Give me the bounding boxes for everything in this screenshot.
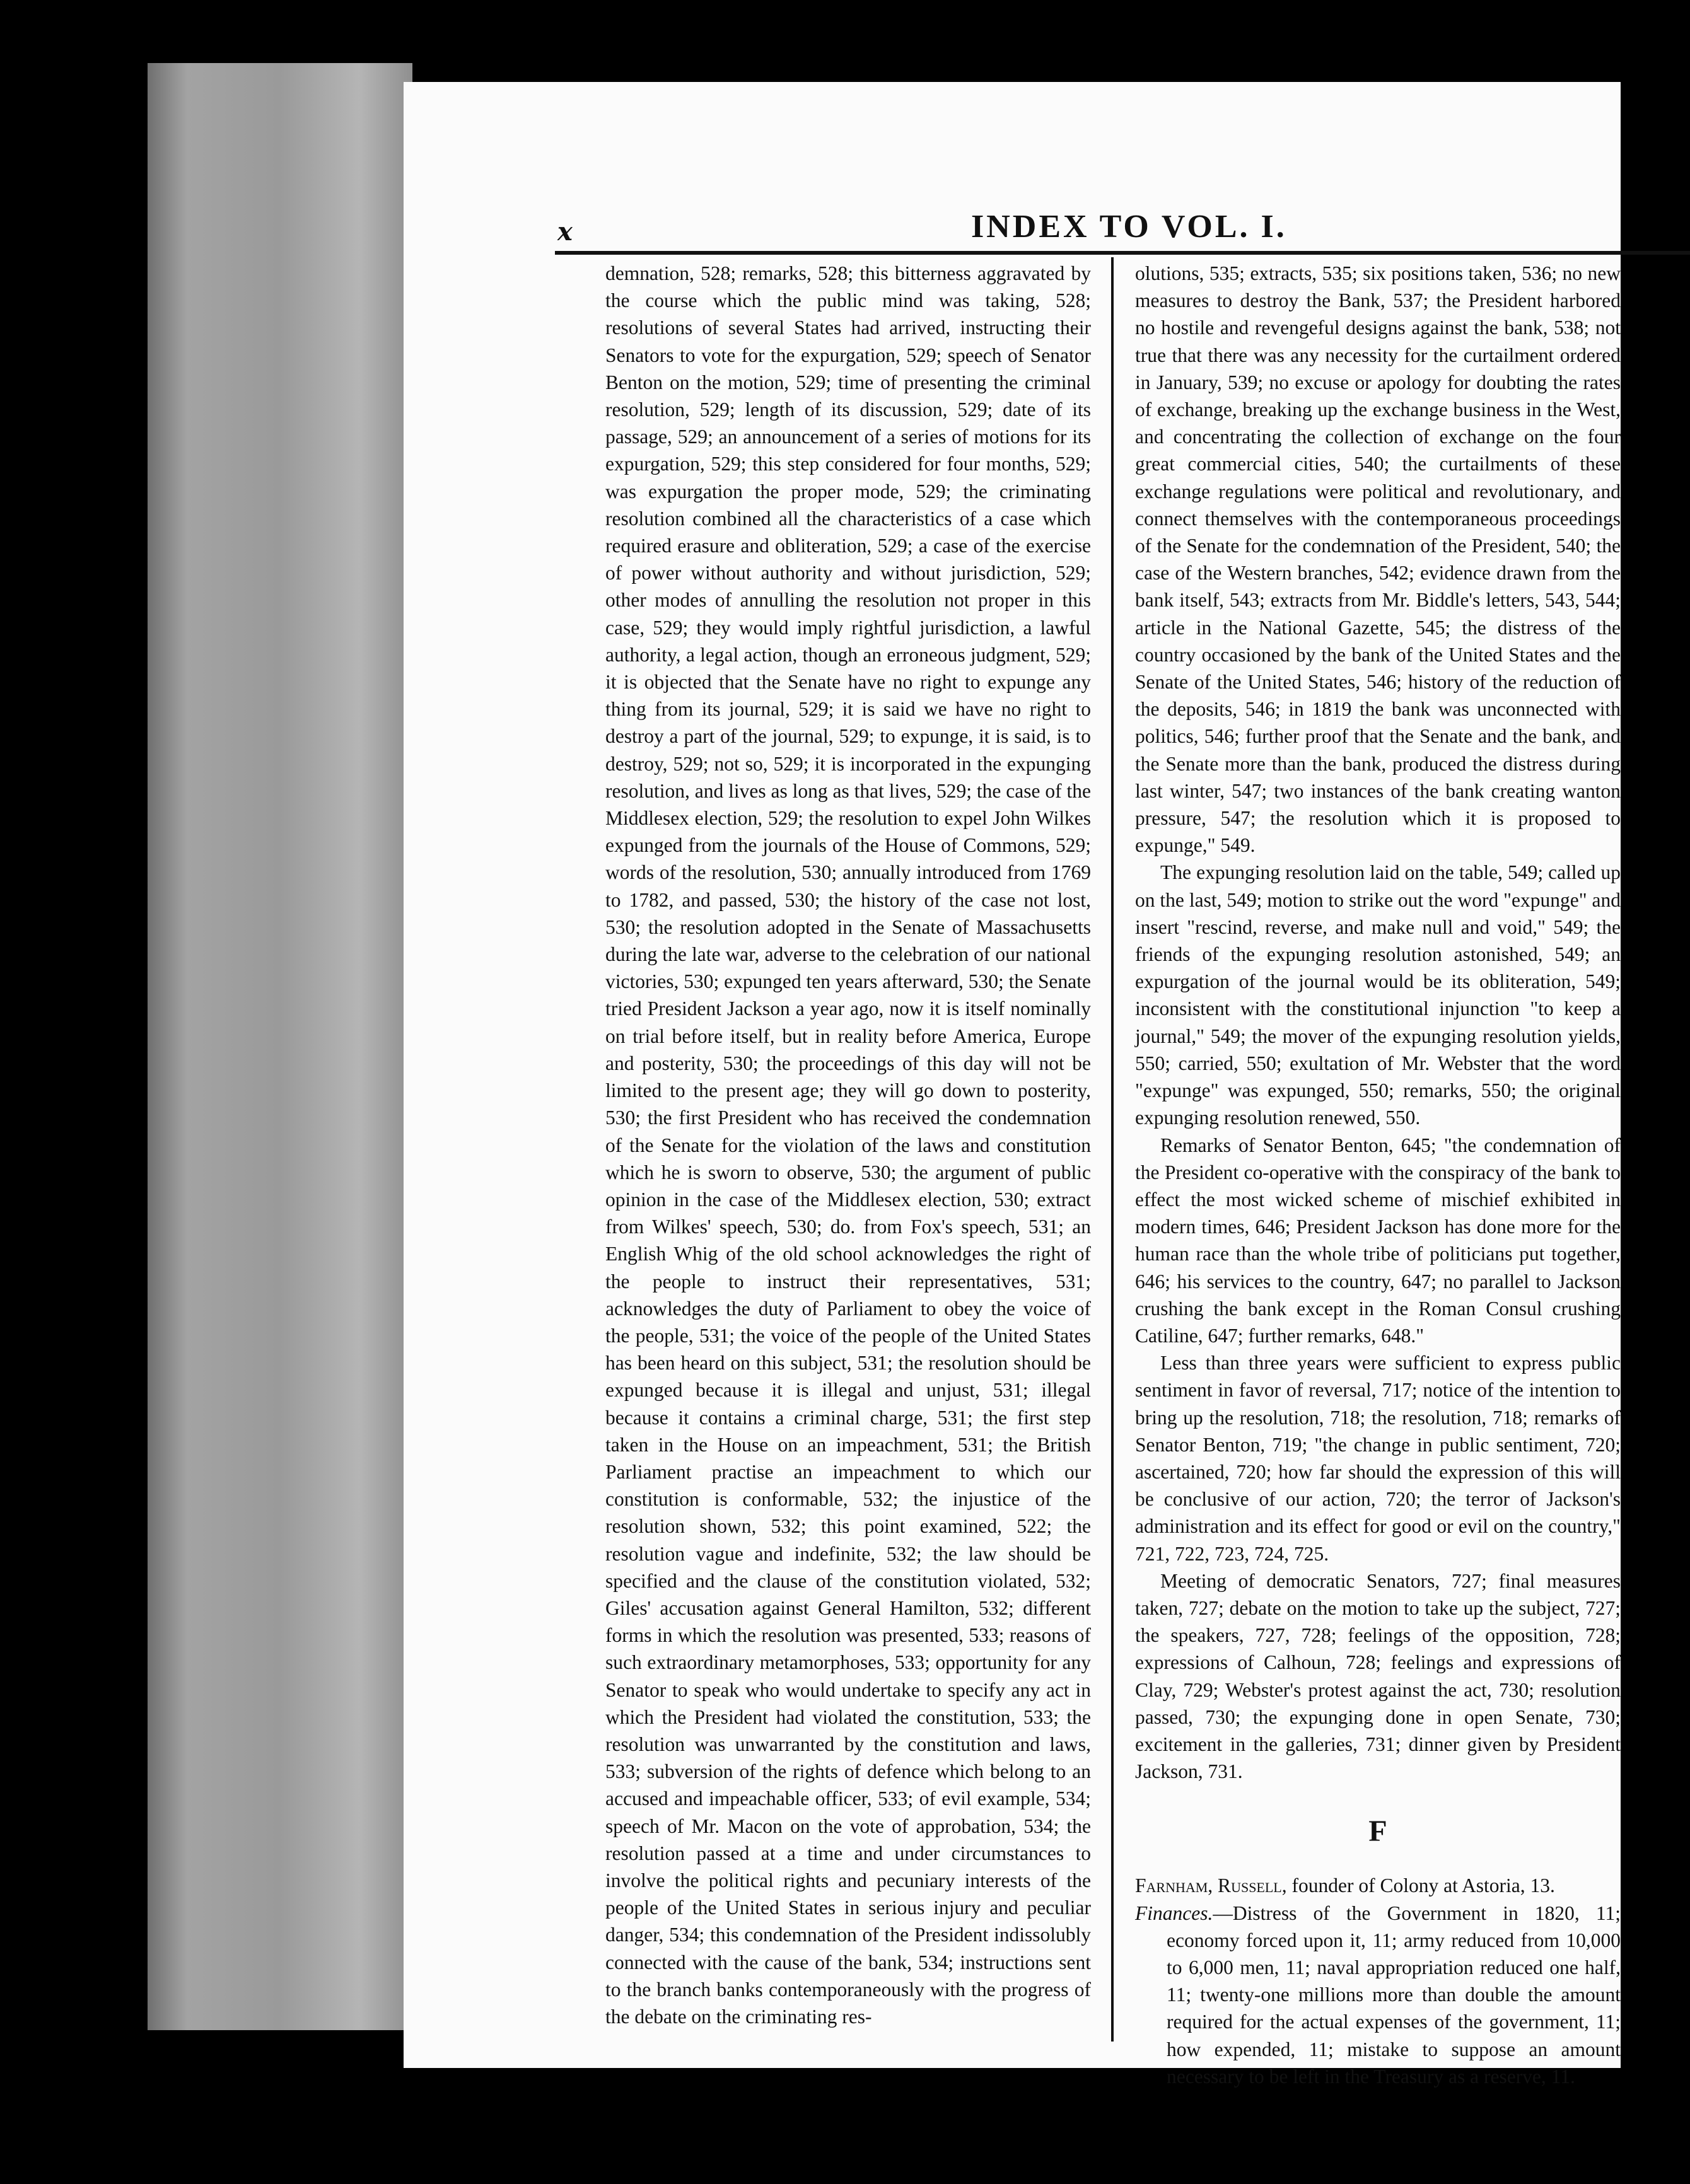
page-number: x	[557, 217, 573, 247]
running-head: INDEX TO VOL. I.	[971, 209, 1287, 245]
index-subentry: Remarks of Senator Benton, 645; "the condemnation of the President co-operative with the conspiracy of the bank to effect the most wicked scheme of mischief exhibited in modern times, 646; President Jackson has done more for the human race than the whole tribe of politicians put together, 646; his services to the country, 647; no parallel to Jackson crushing the bank except in the Roman Consul crushing Catiline, 647; further remarks, 648."	[1135, 1134, 1621, 1347]
index-subentry: The expunging resolution laid on the table, 549; called up on the last, 549; motion to strike out the word "expunge" and insert "rescind, reverse, and make null and void," 549; the friends of the expunging resolution astonished, 549; an expurgation of the journal would be its obliteration, 549; inconsistent with the constitutional injunction "to keep a journal," 549; the mover of the expunging resolution yields, 550; carried, 550; exultation of Mr. Webster that the word "expunge" was expunged, 550; remarks, 550; the original expunging resolution renewed, 550.	[1135, 861, 1621, 1129]
header-rule	[555, 251, 1690, 255]
entry-text: —Distress of the Government in 1820, 11; economy forced upon it, 11; army reduced from 10,000 to 6,000 men, 11; naval appropriation reduced one half, 11; twenty-one millions more than double the amount required for the actual expenses of the government, 11; how expended, 11; mistake to suppose an amount necessary to be left in the Treasury as a reserve, 11.	[1167, 1902, 1621, 2088]
left-column	[605, 260, 1091, 2038]
entry-headword: Farnham, Russell,	[1135, 1874, 1287, 1897]
section-letter: F	[1368, 1815, 1387, 1849]
index-subentry: Meeting of democratic Senators, 727; final measures taken, 727; debate on the motion to take up the subject, 727; the speakers, 727, 728; feelings of the opposition, 728; expressions of Calhoun, 728; feelings and expressions of Clay, 729; Webster's protest against the act, 730; resolution passed, 730; the expunging done in open Senate, 730; excitement in the galleries, 731; dinner given by President Jackson, 731.	[1135, 1569, 1621, 1783]
index-subentry: Less than three years were sufficient to express public sentiment in favor of reversal, 717; notice of the intention to bring up the resolution, 718; the resolution, 718; remarks of Senator Benton, 719; "the change in public sentiment, 720; ascertained, 720; how far should the expression of this will be conclusive of our action, 720; the terror of Jackson's administration and its effect for good or evil on the country," 721, 722, 723, 724, 725.	[1135, 1352, 1621, 1565]
index-entry-continuation: olutions, 535; extracts, 535; six positions taken, 536; no new measures to destroy the Bank, 537; the President harbored no hostile and revengeful designs against the bank, 538; not true that there was any necessity for the curtailment ordered in January, 539; no excuse or apology for doubting the rates of exchange, breaking up the exchange business in the West, and concentrating the collection of exchange on the four great commercial cities, 540; the curtailments of these exchange regulations were political and revolutionary, and connect themselves with the contemporaneous proceedings of the Senate for the condemnation of the President, 540; the case of the Western branches, 542; evidence drawn from the bank itself, 543; extracts from Mr. Biddle's letters, 543, 544; article in the National Gazette, 545; the distress of the country occasioned by the bank of the United States and the Senate of the United States, 546; history of the reduction of the deposits, 546; in 1819 the bank was unconnected with politics, 546; further proof that the Senate and the bank, and the Senate more than the bank, produced the distress during last winter, 547; two instances of the bank creating wanton pressure, 547; the resolution which it is proposed to expunge," 549.	[1135, 262, 1621, 857]
right-column	[1135, 260, 1621, 2088]
column-divider	[1111, 257, 1114, 2042]
index-entry-farnham	[1135, 1872, 1621, 1899]
entry-headword: Finances.	[1135, 1902, 1213, 1924]
blank-left-page	[148, 63, 412, 2030]
index-entry-continuation: demnation, 528; remarks, 528; this bitterness aggravated by the course which the public mind was taking, 528; resolutions of several States had arrived, instructing their Senators to vote for the expurgation, 529; speech of Senator Benton on the motion, 529; time of presenting the criminal resolution, 529; length of its discussion, 529; date of its passage, 529; an announcement of a series of motions for its expurgation, 529; this step considered for four months, 529; was expurgation the proper mode, 529; the criminating resolution combined all the characteristics of a case which required erasure and obliteration, 529; a case of the exercise of power without authority and without jurisdiction, 529; other modes of annulling the resolution not proper in this case, 529; they would imply rightful jurisdiction, a lawful authority, a legal action, though an erroneous judgment, 529; it is objected that the Senate have no right to expunge any thing from its journal, 529; it is said we have no right to destroy a part of the journal, 529; to expunge, it is said, is to destroy, 529; not so, 529; it is incorporated in the expunging resolution, and lives as long as that lives, 529; the case of the Middlesex election, 529; the resolution to expel John Wilkes expunged from the journals of the House of Commons, 529; words of the resolution, 530; annually introduced from 1769 to 1782, and passed, 530; the history of the case not lost, 530; the resolution adopted in the Senate of Massachusetts during the late war, adverse to the celebration of our national victories, 530; expunged ten years afterward, 530; the Senate tried President Jackson a year ago, now it is itself nominally on trial before itself, but in reality before America, Europe and posterity, 530; the proceedings of this day will not be limited to the present age; they will go down to posterity, 530; the first President who has received the condemnation of the Senate for the violation of the laws and constitution which he is sworn to observe, 530; the argument of public opinion in the case of the Middlesex election, 530; extract from Wilkes' speech, 530; do. from Fox's speech, 531; an English Whig of the old school acknowledges the right of the people to instruct their representatives, 531; acknowledges the duty of Parliament to obey the voice of the people, 531; the voice of the people of the United States has been heard on this subject, 531; the resolution should be expunged because it is illegal and unjust, 531; illegal because it contains a criminal charge, 531; the first step taken in the House on an impeachment, 531; the British Parliament practise an impeachment to which our constitution is conformable, 532; the injustice of the resolution shown, 532; this point examined, 522; the resolution vague and indefinite, 532; the law should be specified and the clause of the constitution violated, 532; Giles' accusation against General Hamilton, 532; different forms in which the resolution was presented, 533; reasons of such extraordinary metamorphoses, 533; opportunity for any Senator to speak who would undertake to specify any act in which the President had violated the constitution, 533; the resolution was unwarranted by the constitution and laws, 533; subversion of the rights of defence which belong to an accused and impeachable officer, 533; of evil example, 534; speech of Mr. Macon on the vote of approbation, 534; the resolution passed at a time and under circumstances to involve the political rights and pecuniary interests of the people of the United States in serious injury and peculiar danger, 534; this condemnation of the President indissolubly connected with the cause of the bank, 534; instructions sent to the branch banks contemporaneously with the progress of the debate on the criminating res-	[605, 262, 1091, 2028]
entry-text: founder of Colony at Astoria, 13.	[1286, 1874, 1555, 1897]
index-page	[404, 82, 1621, 2088]
index-entry-finances	[1135, 1900, 1621, 2090]
